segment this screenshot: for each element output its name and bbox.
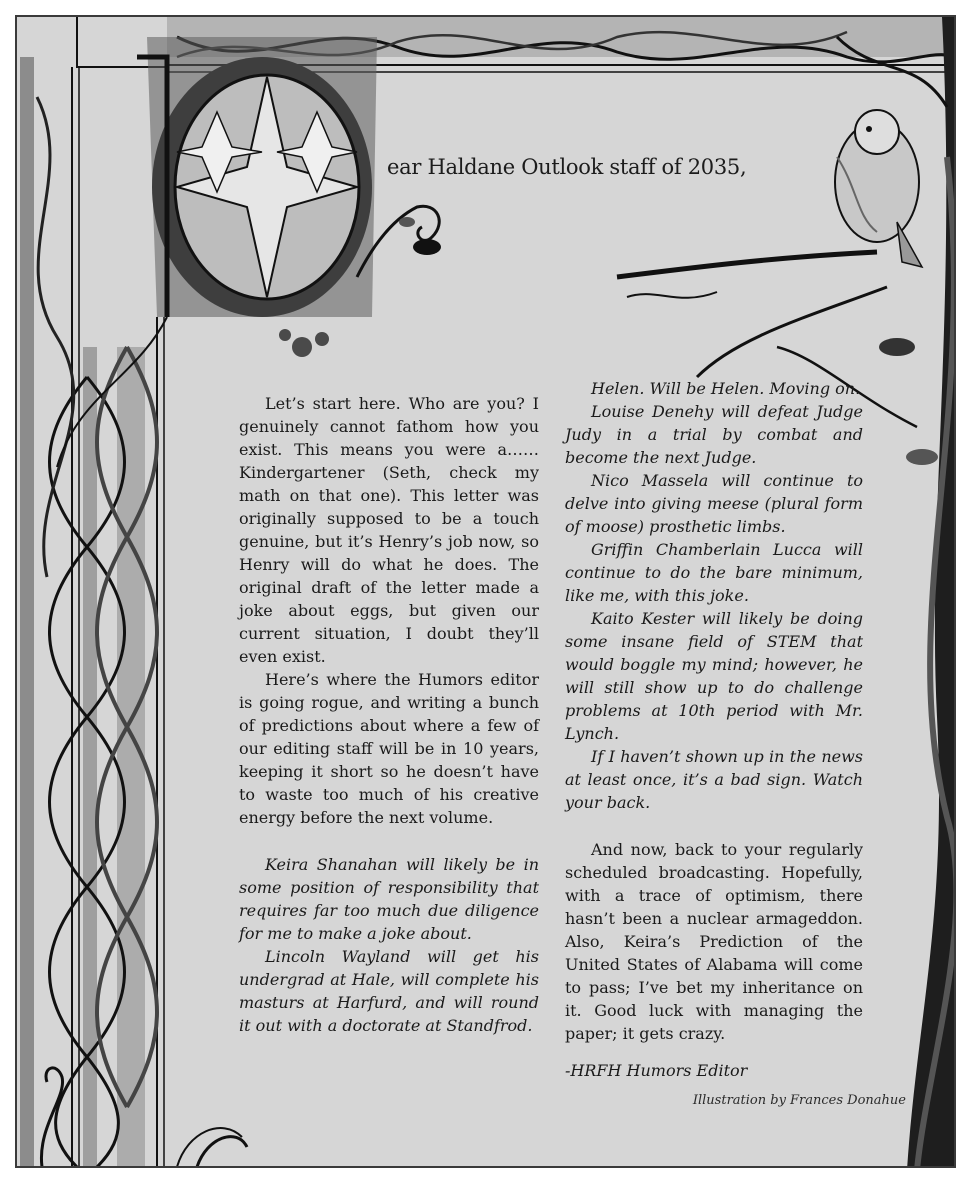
- prediction-lincoln: Lincoln Wayland will get his undergrad at Hale, will complete his masturs at Harfurd, and will round it out with a doctorate at Standfrod.: [239, 947, 539, 1035]
- rogue-paragraph: Here’s where the Humors editor is going rogue, and writing a bunch of predictions about where a few of our editing staff will be in 10 years, keeping it short so he doesn’t have to waste too much of his creative energy before the next volume.: [239, 670, 539, 827]
- letter-page: [15, 15, 956, 1168]
- prediction-griffin: Griffin Chamberlain Lucca will continue to do the bare minimum, like me, with this joke.: [565, 540, 863, 605]
- prediction-helen: Helen. Will be Helen. Moving on.: [591, 379, 861, 398]
- right-column: [565, 377, 863, 1082]
- closing-paragraph: And now, back to your regularly scheduled broadcasting. Hopefully, with a trace of optimism, there hasn’t been a nuclear armageddon. Also, Keira’s Prediction of the United States of Alabama will come to pass; I’ve bet my inheritance on it. Good luck with managing the paper; it gets crazy.: [565, 840, 863, 1043]
- prediction-keira: Keira Shanahan will likely be in some position of responsibility that requires far too much due diligence for me to make a joke about.: [239, 855, 539, 943]
- letter-salutation: ear Haldane Outlook staff of 2035,: [387, 155, 747, 179]
- drop-cap-frame: [137, 37, 441, 357]
- paragraph-gap: [239, 829, 539, 853]
- left-column: [239, 392, 539, 1037]
- paragraph-gap: [565, 814, 863, 838]
- prediction-news: If I haven’t shown up in the news at least once, it’s a bad sign. Watch your back.: [565, 747, 863, 812]
- intro-paragraph: Let’s start here. Who are you? I genuinely cannot fathom how you exist. This means you were a…… Kindergartener (Seth, check my math on that one). This letter was originally supposed to be a touch genuine, but it’s Henry’s job now, so Henry will do what he does. The original draft of the letter made a joke about eggs, but given our current situation, I doubt they’ll even exist.: [239, 394, 539, 666]
- signature: -HRFH Humors Editor: [565, 1061, 748, 1080]
- prediction-nico: Nico Massela will continue to delve into giving meese (plural form of moose) prosthetic limbs.: [565, 471, 863, 536]
- prediction-kaito: Kaito Kester will likely be doing some insane field of STEM that would boggle my mind; however, he will still show up to do challenge problems at 10th period with Mr. Lynch.: [565, 609, 863, 743]
- prediction-louise: Louise Denehy will defeat Judge Judy in a trial by combat and become the next Judge.: [565, 402, 863, 467]
- left-braided-vines: [37, 97, 167, 1167]
- illustration-credit: Illustration by Frances Donahue: [692, 1093, 906, 1108]
